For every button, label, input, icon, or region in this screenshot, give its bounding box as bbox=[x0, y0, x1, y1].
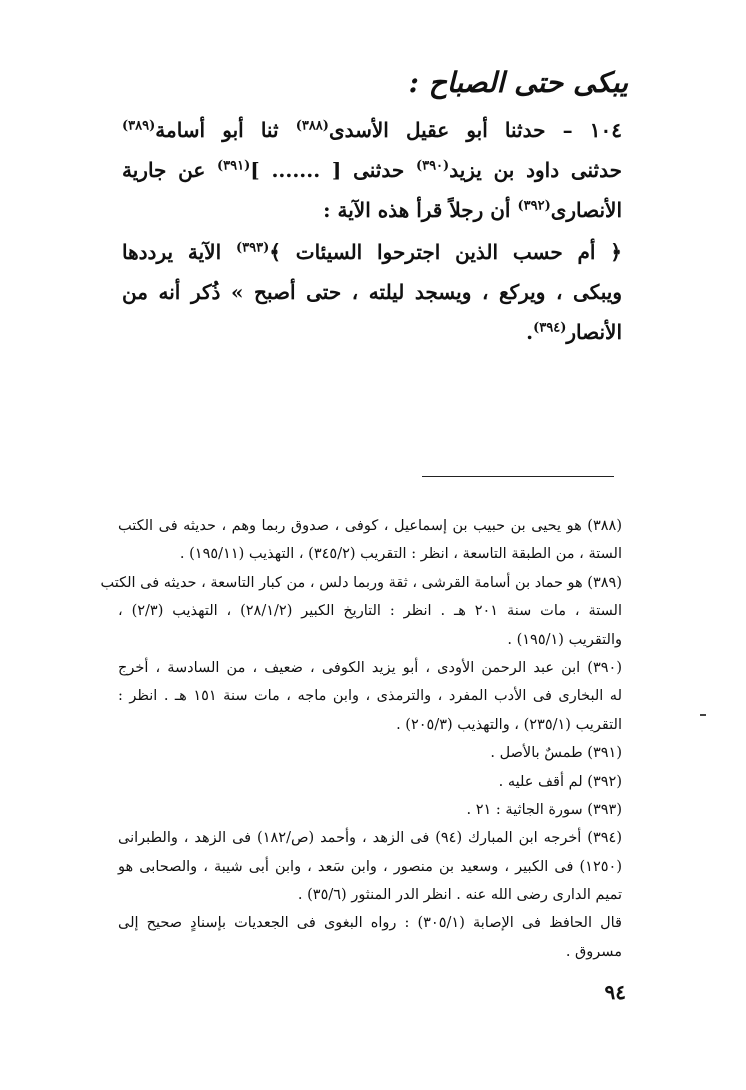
footnote-ref-388[interactable]: (٣٨٨) bbox=[295, 118, 329, 134]
text-segment: حدثنى داود بن يزيد bbox=[449, 158, 622, 182]
margin-mark bbox=[700, 714, 706, 716]
text-segment: الأنصار bbox=[566, 320, 622, 344]
text-segment: حدثنى [ ....... ] bbox=[250, 158, 416, 182]
footnote-line: والتقريب (١٩٥/١) . bbox=[507, 631, 622, 648]
footnote-ref-393[interactable]: (٣٩٣) bbox=[235, 240, 270, 256]
footnote-line: (٣٩٣) سورة الجاثية : ٢١ . bbox=[466, 801, 622, 818]
text-segment: عن جارية bbox=[122, 158, 217, 182]
footnote-line: (١٢٥٠) فى الكبير ، وسعيد بن منصور ، وابن سَعد ، وابن أبى شيبة ، والصحابى هو bbox=[118, 858, 622, 875]
footnote-ref-390[interactable]: (٣٩٠) bbox=[415, 158, 450, 174]
text-segment: ثنا أبو أسامة bbox=[155, 118, 296, 142]
hadith-paragraph bbox=[122, 110, 622, 230]
verse-paragraph bbox=[122, 232, 622, 352]
hadith-line-2 bbox=[122, 150, 622, 190]
footnote-line: (٣٨٨) هو يحيى بن حبيب بن إسماعيل ، كوفى ، صدوق ربما وهم ، حديثه فى الكتب bbox=[118, 518, 622, 534]
text-segment: أن رجلاً قرأ هذه الآية : bbox=[323, 198, 518, 222]
footnote-line: (٣٩١) طمسٌ بالأصل . bbox=[490, 745, 622, 762]
footnote-separator bbox=[422, 476, 614, 477]
verse-line-1 bbox=[122, 232, 622, 272]
footnote-line: تميم الدارى رضى الله عنه . انظر الدر المنثور (٣٥/٦) . bbox=[297, 887, 622, 904]
footnote-ref-394[interactable]: (٣٩٤) bbox=[533, 320, 567, 336]
footnote-line: (٣٩٠) ابن عبد الرحمن الأودى ، أبو يزيد الكوفى ، ضعيف ، من السادسة ، أخرج bbox=[118, 659, 622, 676]
page-number: ٩٤ bbox=[604, 980, 626, 1004]
footnote-line: (٣٩٢) لم أقف عليه . bbox=[498, 773, 622, 790]
footnote-line: (٣٩٤) أخرجه ابن المبارك (٩٤) فى الزهد ، وأحمد (ص/١٨٢) فى الزهد ، والطبرانى bbox=[118, 830, 622, 847]
quran-verse: ﴿ أم حسب الذين اجترحوا السيئات ﴾ bbox=[269, 240, 623, 264]
text-segment: . bbox=[526, 320, 534, 344]
verse-line-3 bbox=[122, 312, 622, 352]
footnote-ref-391[interactable]: (٣٩١) bbox=[217, 158, 251, 174]
footnote-ref-392[interactable]: (٣٩٢) bbox=[517, 198, 551, 214]
text-segment: ١٠٤ – حدثنا أبو عقيل الأسدى bbox=[328, 118, 622, 142]
footnote-line: مسروق . bbox=[565, 943, 622, 960]
text-segment: الآية يرددها bbox=[122, 240, 236, 264]
hadith-line-3 bbox=[122, 190, 622, 230]
footnote-ref-389[interactable]: (٣٨٩) bbox=[122, 118, 156, 134]
text-segment: الأنصارى bbox=[550, 198, 622, 222]
hadith-line-1 bbox=[122, 110, 622, 150]
footnote-line: له البخارى فى الأدب المفرد ، والترمذى ، وابن ماجه ، مات سنة ١٥١ هـ . انظر : bbox=[118, 688, 622, 705]
footnote-line: الستة ، مات سنة ٢٠١ هـ . انظر : التاريخ الكبير (٢٨/١/٢) ، التهذيب (٢/٣) ، bbox=[118, 603, 622, 620]
footnote-line: قال الحافظ فى الإصابة (٣٠٥/١) : رواه البغوى فى الجعديات بإسنادٍ صحيح إلى bbox=[118, 915, 622, 932]
footnote-line: الستة ، من الطبقة التاسعة ، انظر : التقريب (٣٤٥/٢) ، التهذيب (١٩٥/١١) . bbox=[179, 546, 622, 563]
section-heading: يبكى حتى الصباح : bbox=[408, 66, 628, 99]
footnote-line: التقريب (٢٣٥/١) ، والتهذيب (٢٠٥/٣) . bbox=[396, 716, 622, 733]
footnotes bbox=[100, 512, 622, 966]
footnote-line: (٣٨٩) هو حماد بن أسامة القرشى ، ثقة وربما دلس ، من كبار التاسعة ، حديثه فى الكتب bbox=[100, 574, 622, 591]
verse-line-2: ويبكى ، ويركع ، ويسجد ليلته ، حتى أصبح » ذُكر أنه من bbox=[122, 280, 622, 304]
